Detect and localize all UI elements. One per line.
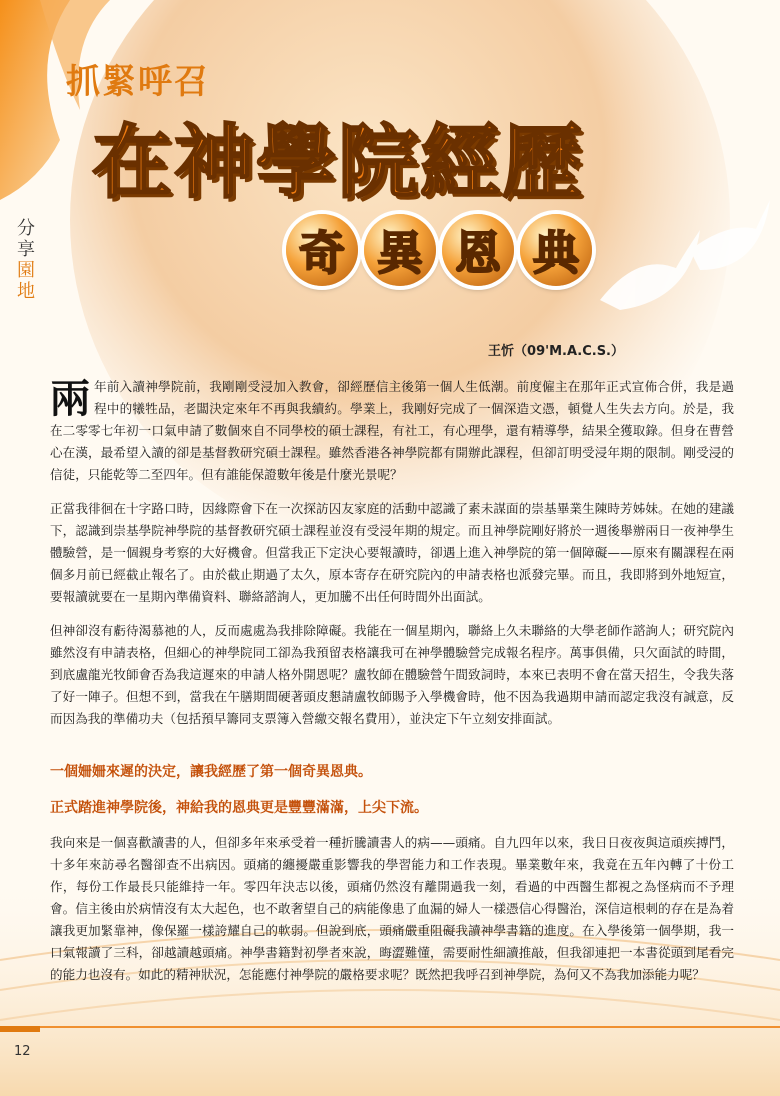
article-body bbox=[50, 376, 734, 998]
section-label-line1: 分享 bbox=[17, 218, 35, 260]
page-marker bbox=[0, 1026, 40, 1032]
main-title: 在神學院經歷 bbox=[92, 116, 584, 209]
page-number: 12 bbox=[14, 1044, 31, 1059]
author-byline: 王忻（09'M.A.C.S.） bbox=[488, 344, 624, 359]
section-heading-2: 正式踏進神學院後，神給我的恩典更是豐豐滿滿，上尖下流。 bbox=[50, 800, 428, 816]
subtitle-char: 恩 bbox=[442, 214, 514, 286]
drop-cap: 兩 bbox=[50, 376, 90, 422]
section-heading-1: 一個姍姍來遲的決定，讓我經歷了第一個奇異恩典。 bbox=[50, 764, 372, 780]
paragraph: 我向來是一個喜歡讀書的人，但卻多年來承受着一種折騰讀書人的病——頭痛。自九四年以來，我日日夜夜與這頑疾搏鬥，十多年來訪尋名醫卻查不出病因。頭痛的纏擾嚴重影響我的學習能力和工作表現。畢業數年來，我竟在五年內轉了十份工作，每份工作最長只能維持一年。零四年決志以後，頭痛仍然沒有離開過我一刻，看過的中西醫生都視之為怪病而不予理會。信主後由於病情沒有太大起色，也不敢奢望自己的病能像患了血漏的婦人一樣憑信心得醫治，深信這根刺的存在是為着讓我更加緊靠神，像保羅一樣誇耀自己的軟弱。但說到底，頭痛嚴重阻礙我讀神學書籍的進度。在入學後第一個學期，我一口氣報讀了三科，卻越讀越頭痛。神學書籍對初學者來說，晦澀難懂，需要耐性細讀推敲，但我卻連把一本書從頭到尾看完的能力也沒有。如此的精神狀況，怎能應付神學院的嚴格要求呢？既然把我呼召到神學院，為何又不為我加添能力呢？ bbox=[50, 835, 734, 982]
section-headings bbox=[50, 760, 734, 820]
section-label bbox=[16, 218, 36, 302]
paragraph: 兩年前入讀神學院前，我剛剛受浸加入教會，卻經歷信主後第一個人生低潮。前度僱主在那年正式宣佈合併，我是過程中的犧牲品，老闆決定來年不再與我續約。學業上，我剛好完成了一個深造文憑，頓覺人生失去方向。於是，我在二零零七年初一口氣申請了數個來自不同學校的碩士課程，有社工，有心理學，還有精導學，結果全獲取錄。但身在曹營心在漢，最希望入讀的卻是基督教研究碩士課程。雖然香港各神學院都有開辦此課程，但卻訂明受浸年期的限制。剛受浸的信徒，只能乾等二至四年。但有誰能保證數年後是什麼光景呢？ bbox=[50, 376, 734, 482]
paragraph: 正當我徘徊在十字路口時，因緣際會下在一次探訪囚友家庭的活動中認識了素未謀面的崇基畢業生陳時芳姊妹。在她的建議下，認識到崇基學院神學院的基督教研究碩士課程並沒有受浸年期的規定。而且神學院剛好將於一週後舉辦兩日一夜神學生體驗營，是一個親身考察的大好機會。但當我正下定決心要報讀時，卻遇上進入神學院的第一個障礙——原來有關課程在兩個多月前已經截止報名了。由於截止期過了太久，原本寄存在研究院內的申請表格也派發完畢。而且，我即將到外地短宣，要報讀就要在一星期內準備資料、聯絡諮詢人，更加騰不出任何時間外出面試。 bbox=[50, 501, 734, 604]
subtitle-balls bbox=[286, 214, 592, 286]
subtitle-char: 異 bbox=[364, 214, 436, 286]
subtitle-char: 奇 bbox=[286, 214, 358, 286]
section-label-line2: 園地 bbox=[17, 260, 35, 302]
paragraph: 但神卻沒有虧待渴慕祂的人，反而處處為我排除障礙。我能在一個星期內，聯絡上久未聯絡的大學老師作諮詢人；研究院內雖然沒有申請表格，但細心的神學院同工卻為我預留表格讓我可在神學體驗營完成報名程序。萬事俱備，只欠面試的時間，到底盧龍光牧師會否為我這遲來的申請人格外開恩呢？盧牧師在體驗營午間致詞時，本來已表明不會在當天招生，令我失落了好一陣子。但想不到，當我在午膳期間硬著頭皮懇請盧牧師賜予入學機會時，他不因為我過期申請而認定我沒有誠意，反而因為我的準備功夫（包括預早籌同支票簿入營繳交報名費用），並決定下午立刻安排面試。 bbox=[50, 623, 734, 726]
footer-rule bbox=[0, 1026, 780, 1028]
subtitle-char: 典 bbox=[520, 214, 592, 286]
kicker-title: 抓緊呼召 bbox=[66, 62, 210, 102]
